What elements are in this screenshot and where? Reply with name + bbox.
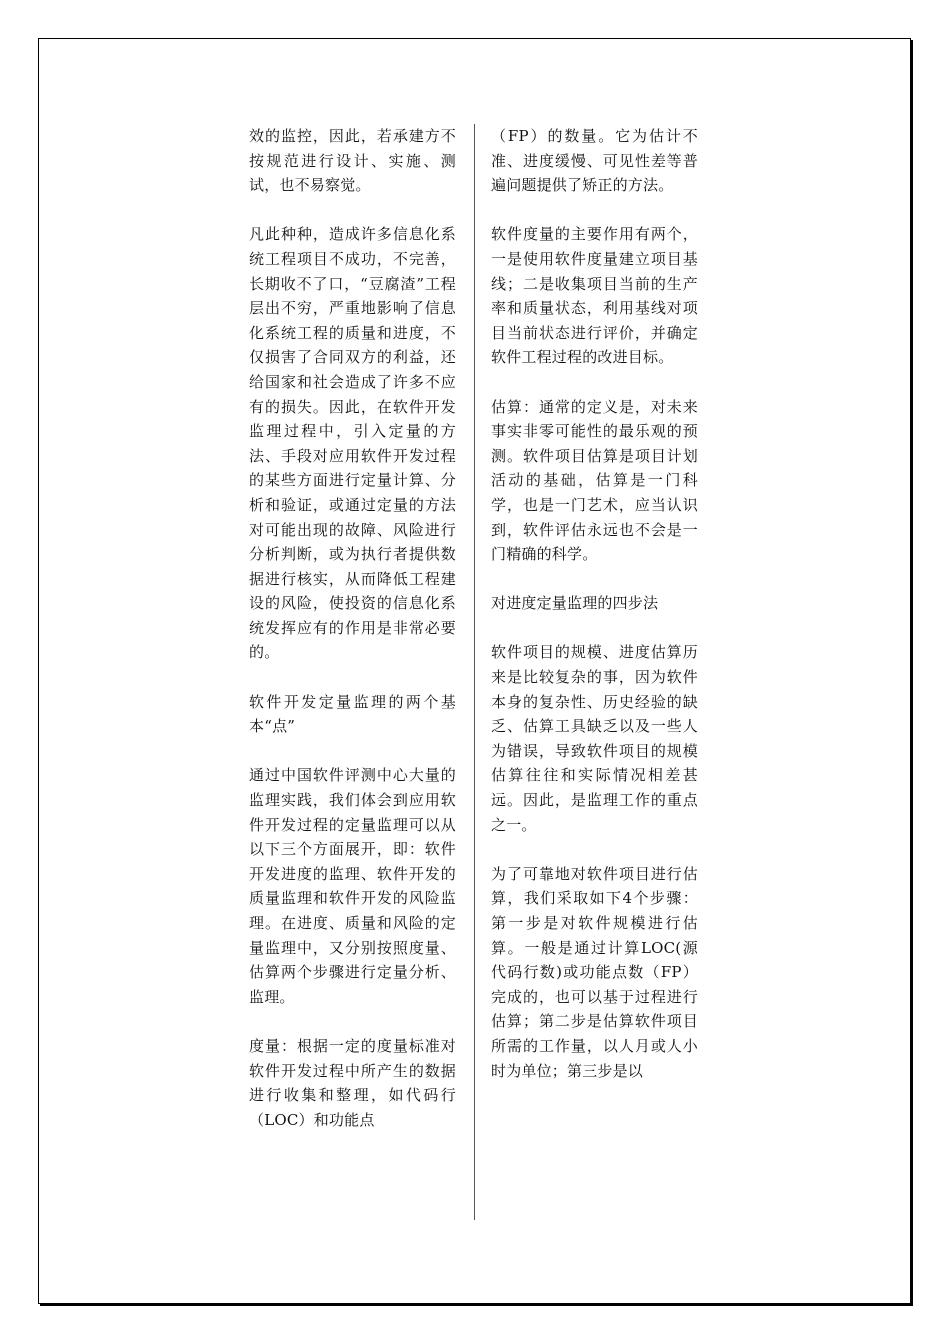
paragraph: （FP）的数量。它为估计不准、进度缓慢、可见性差等普遍问题提供了矫正的方法。 [491, 127, 698, 195]
paragraph: 估算：通常的定义是，对未来事实非零可能性的最乐观的预测。软件项目估算是项目计划活动的基础，估算是一门科学，也是一门艺术，应当认识到，软件评估永远也不会是一门精确的科学。 [491, 397, 698, 564]
paragraph: 通过中国软件评测中心大量的监理实践，我们体会到应用软件开发过程的定量监理可以从以下三个方面展开，即：软件开发进度的监理、软件开发的质量监理和软件开发的风险监理。在进度、质量和风险的定量监理中，又分别按照度量、估算两个步骤进行定量分析、监理。 [249, 766, 456, 1006]
paragraph: 效的监控，因此，若承建方不按规范进行设计、实施、测试，也不易察觉。 [249, 127, 456, 195]
paragraph: 度量：根据一定的度量标准对软件开发过程中所产生的数据进行收集和整理，如代码行（LOC）和功能点 [249, 1036, 456, 1129]
section-heading: 对进度定量监理的四步法 [491, 594, 659, 613]
right-text-column [491, 124, 698, 1108]
column-divider [474, 124, 475, 1220]
left-text-column [249, 124, 456, 1157]
section-heading: 软件开发定量监理的两个基本“点” [249, 692, 456, 736]
paragraph: 为了可靠地对软件项目进行估算，我们采取如下4个步骤：第一步是对软件规模进行估算。一般是通过计算LOC(源代码行数)或功能点数（FP）完成的，也可以基于过程进行估算；第二步是估算软件项目所需的工作量，以人月或人小时为单位；第三步是以 [491, 864, 698, 1080]
paragraph: 凡此种种，造成许多信息化系统工程项目不成功，不完善，长期收不了口，“豆腐渣”工程层出不穷，严重地影响了信息化系统工程的质量和进度，不仅损害了合同双方的利益，还给国家和社会造成了许多不应有的损失。因此，在软件开发监理过程中，引入定量的方法、手段对应用软件开发过程的某些方面进行定量计算、分析和验证，或通过定量的方法对可能出现的故障、风险进行分析判断，或为执行者提供数据进行核实，从而降低工程建设的风险，使投资的信息化系统发挥应有的作用是非常必要的。 [249, 225, 456, 662]
paragraph: 软件项目的规模、进度估算历来是比较复杂的事，因为软件本身的复杂性、历史经验的缺乏、估算工具缺乏以及一些人为错误，导致软件项目的规模估算往往和实际情况相差甚远。因此，是监理工作的重点之一。 [491, 643, 698, 834]
paragraph: 软件度量的主要作用有两个，一是使用软件度量建立项目基线；二是收集项目当前的生产率和质量状态，利用基线对项目当前状态进行评价，并确定软件工程过程的改进目标。 [491, 225, 698, 367]
